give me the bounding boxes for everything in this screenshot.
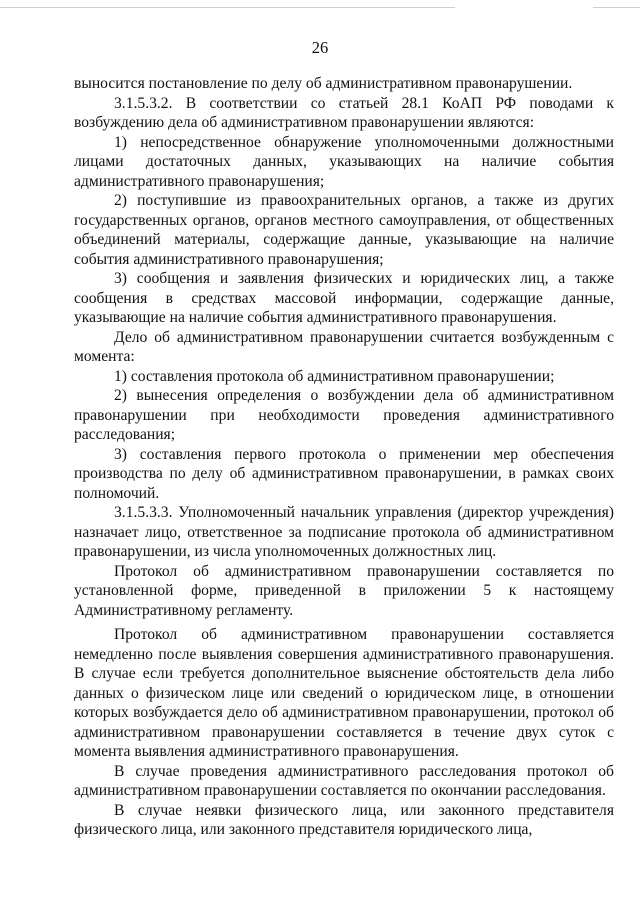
scan-top-rule bbox=[0, 7, 455, 8]
paragraph-non-appearance: В случае неявки физического лица, или законного представителя физического лица, или законного представителя юридического лица, bbox=[74, 801, 614, 838]
paragraph-reason-1: 1) непосредственное обнаружение уполномоченными должностными лицами достаточных данных, указывающих на наличие события административного правонарушения; bbox=[74, 133, 614, 190]
scan-top-rule-right bbox=[593, 7, 640, 8]
paragraph-moment-1: 1) составления протокола об административном правонарушении; bbox=[114, 367, 555, 385]
paragraph-investigation: В случае проведения административного расследования протокол об административном правонарушении составляется по окончании расследования. bbox=[74, 762, 614, 799]
paragraph-reason-3: 3) сообщения и заявления физических и юридических лиц, а также сообщения в средствах массовой информации, содержащие данные, указывающие на наличие события административного правонарушения. bbox=[74, 270, 614, 326]
page-number: 26 bbox=[311, 38, 329, 57]
paragraph-reason-2: 2) поступившие из правоохранительных органов, а также из других государственных органов, органов местного самоуправления, от общественных объединений материалы, содержащие данные, указывающие на наличие события административного правонарушения; bbox=[74, 192, 614, 268]
paragraph-protocol-form: Протокол об административном правонарушении составляется по установленной форме, приведенной в приложении 5 к настоящему Административному регламенту. bbox=[74, 562, 614, 619]
paragraph-moment-3: 3) составления первого протокола о применении мер обеспечения производства по делу об административном правонарушении, в рамках своих полномочий. bbox=[74, 445, 614, 502]
paragraph-moment-2: 2) вынесения определения о возбуждении дела об административном правонарушении при необходимости проведения административного расследования; bbox=[74, 387, 614, 443]
paragraph-protocol-timing: Протокол об административном правонарушении составляется немедленно после выявления совершения административного правонарушения. В случае если требуется дополнительное выяснение обстоятельств дела либо данных о физическом лице или сведений о юридическом лице, в отношении которых возбуждается дело об административном правонарушении, протокол об административном правонарушении составляется в течение двух суток с момента выявления административного правонарушения. bbox=[74, 626, 614, 760]
paragraph-3-1-5-3-2: 3.1.5.3.2. В соответствии со статьей 28.1 КоАП РФ поводами к возбуждению дела об административном правонарушении являются: bbox=[74, 94, 614, 131]
paragraph-3-1-5-3-3: 3.1.5.3.3. Уполномоченный начальник управления (директор учреждения) назначает лицо, ответственное за подписание протокола об административном правонарушении, из числа уполномоченных должностных лиц. bbox=[74, 504, 614, 560]
document-body bbox=[74, 74, 614, 840]
paragraph-case-initiated: Дело об административном правонарушении считается возбужденным с момента: bbox=[74, 328, 614, 365]
paragraph-continuation: выносится постановление по делу об административном правонарушении. bbox=[74, 75, 573, 92]
